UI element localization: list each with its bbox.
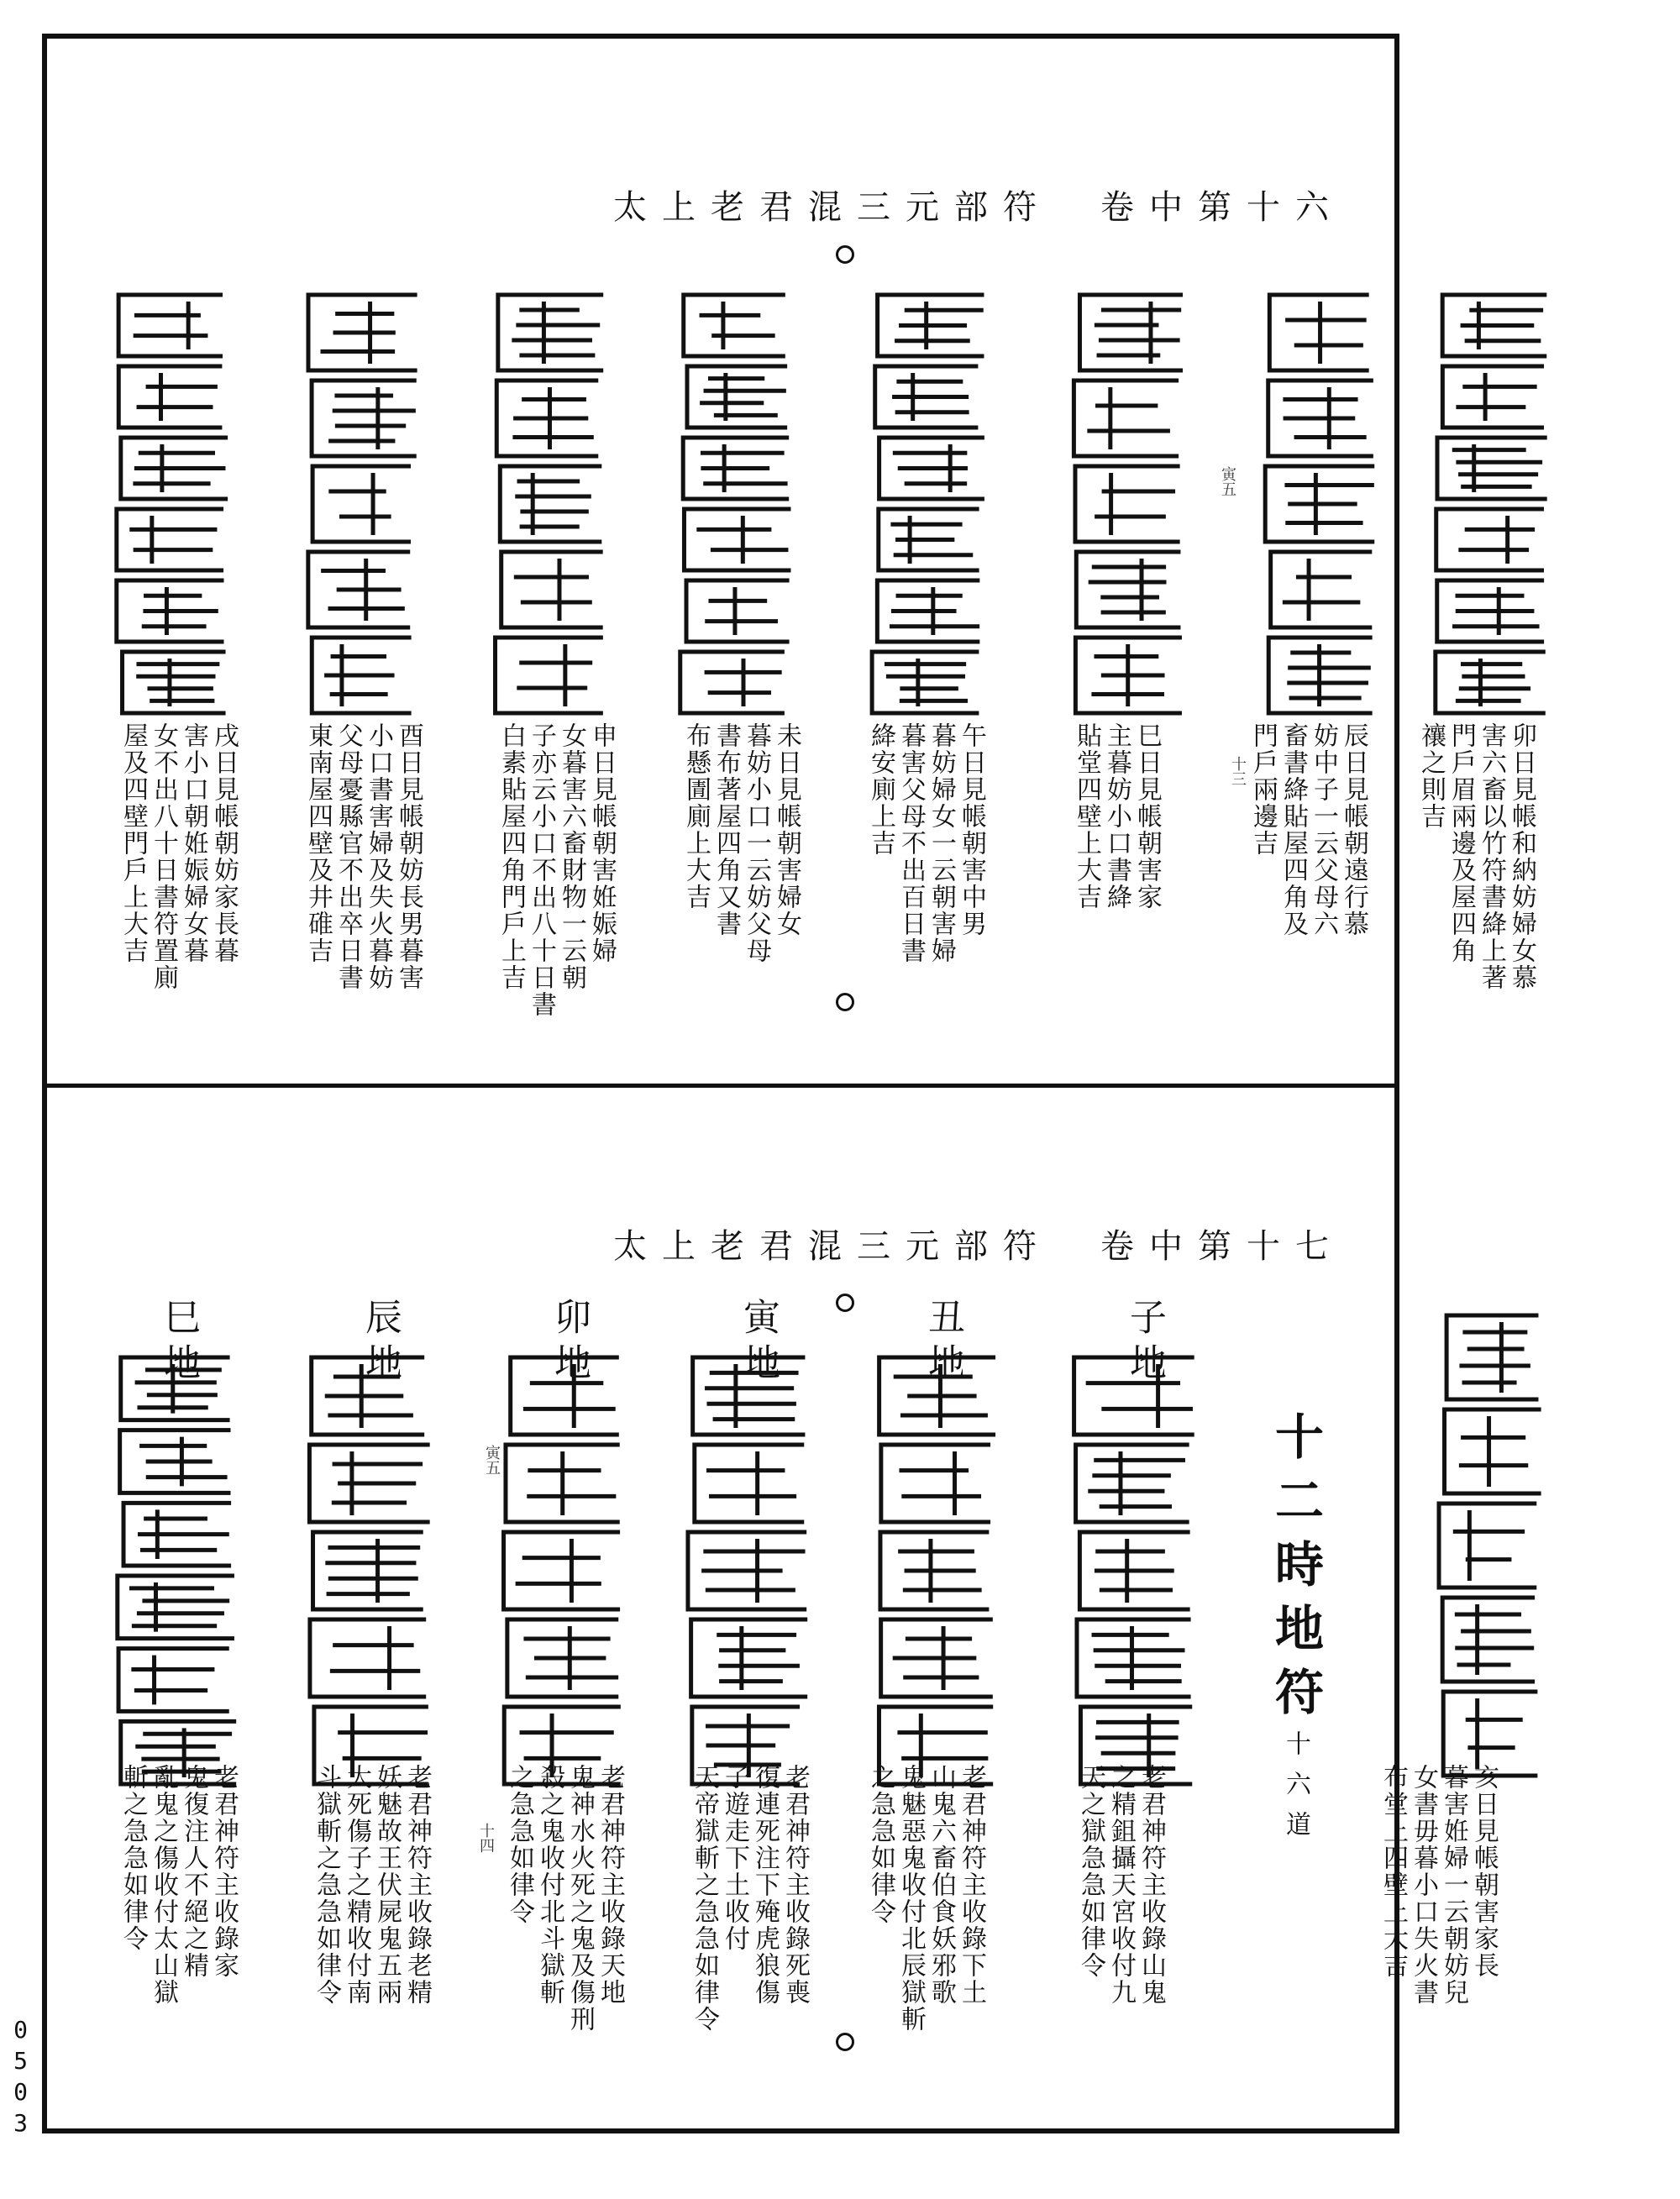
bottom-talisman-seal-5 [302,1352,437,1789]
top-caption-2-note: 十三 [1229,756,1247,786]
bottom-talisman-seal-6 [109,1352,244,1789]
bottom-side-note: 寅五 [483,1445,501,1475]
page-divider [42,1084,1399,1088]
bottom-label-3: 寅地 [737,1298,780,1388]
top-talisman-seal-2 [1256,290,1382,718]
bottom-first-caption: 亥日見帳朝害家長 暮害姙婦一云朝妨兒 女書毋暮小口失火書 布堂上四壁上大吉 [1378,1764,1499,2006]
bottom-talisman-seal-hai [1432,1310,1550,1781]
top-caption-2: 辰日見帳朝遠行慕 妨中子一云父母六 畜書絳貼屋四角及 門戶兩邊吉 [1248,722,1368,937]
binding-hole-top-lower [836,993,854,1011]
top-page-header: 太上老君混三元部符 卷中第十六 [613,188,1344,227]
top-caption-8: 戌日見帳朝妨家長暮 害小口朝姙娠婦女暮 女不出八十日書符置廁 屋及四壁門戶上大吉 [118,722,239,991]
top-talisman-seal-5 [672,290,798,718]
bottom-caption-4: 老君神符主收錄天地 鬼神水火死之鬼及傷刑 殺之鬼收付北斗獄斬 之急急如律令 [505,1764,625,2033]
bottom-label-6: 巳地 [157,1298,200,1388]
top-talisman-seal-6 [487,290,613,718]
binding-hole-bottom [836,1294,854,1312]
section-title-text: 十二時地符 [1267,1411,1324,1730]
top-talisman-seal-7 [298,290,424,718]
bottom-talisman-seal-2 [869,1352,1004,1789]
bottom-caption-6: 老君神符主收錄家 鬼復注人不絕之精 亂鬼之傷收付太山獄 斬之急急如律令 [118,1764,239,2006]
top-caption-4: 午日見帳朝害中男 暮妨婦女一云朝害婦 暮害父母不出百日書 絳安廁上吉 [866,722,986,964]
bottom-label-2: 丑地 [921,1298,964,1388]
bottom-page-header: 太上老君混三元部符 卷中第十七 [613,1227,1344,1266]
top-caption-1: 卯日見帳和納妨婦女慕 害六畜以竹符書絳上著 門戶眉兩邊及屋四角 禳之則吉 [1416,722,1536,991]
top-talisman-seal-1 [1428,290,1554,718]
bottom-label-1: 子地 [1123,1298,1166,1388]
bottom-caption-4-note: 十四 [477,1823,495,1853]
section-title [1260,1411,1331,1851]
top-side-note: 寅五 [1219,466,1236,496]
top-caption-7: 酉日見帳朝妨長男暮害 小口書害婦及失火暮妨 父母憂縣官不出卒日書 東南屋四壁及井碓吉 [303,722,423,991]
top-caption-5: 未日見帳朝害婦女 暮妨小口一云妨父母 書布著屋四角又書 布懸圊廁上大吉 [681,722,801,964]
section-title-count: 十六道 [1281,1730,1310,1851]
top-talisman-seal-4 [865,290,991,718]
bottom-talisman-seal-1 [1067,1352,1201,1789]
page-number: 0503 [7,2016,34,2140]
bottom-talisman-seal-3 [680,1352,815,1789]
binding-hole-bottom-lower [836,2033,854,2051]
bottom-label-5: 辰地 [359,1298,402,1388]
bottom-caption-1: 老君神符主收錄山鬼 之精鉏攝天宮收付九 天之獄急急如律令 [1076,1764,1166,2006]
bottom-caption-2: 老君神符主收錄下土 山鬼六畜伯食妖邪歌 鬼魅惡鬼收付北辰獄斬 之急急如律令 [866,1764,986,2033]
bottom-caption-3: 老君神符主收錄死喪 復連死注下殗虎狼傷 子遊走下土收付 天帝獄斬之急急如律令 [690,1764,810,2033]
top-talisman-seal-3 [1067,290,1193,718]
top-talisman-seal-8 [109,290,235,718]
top-caption-3: 巳日見帳朝害家 主暮妨小口書絳 貼堂四壁上大吉 [1072,722,1162,911]
bottom-label-4: 卯地 [548,1298,591,1388]
binding-hole-top [836,245,854,264]
bottom-talisman-seal-4 [496,1352,630,1789]
bottom-caption-5: 老君神符主收錄老精 妖魅故王伏屍鬼五兩 大死傷子之精收付南 斗獄斬之急急如律令 [312,1764,432,2006]
top-caption-6: 申日見帳朝害姙娠婦 女暮害六畜財物一云朝 子亦云小口不出八十日書 白素貼屋四角門戶上吉 [496,722,617,1018]
